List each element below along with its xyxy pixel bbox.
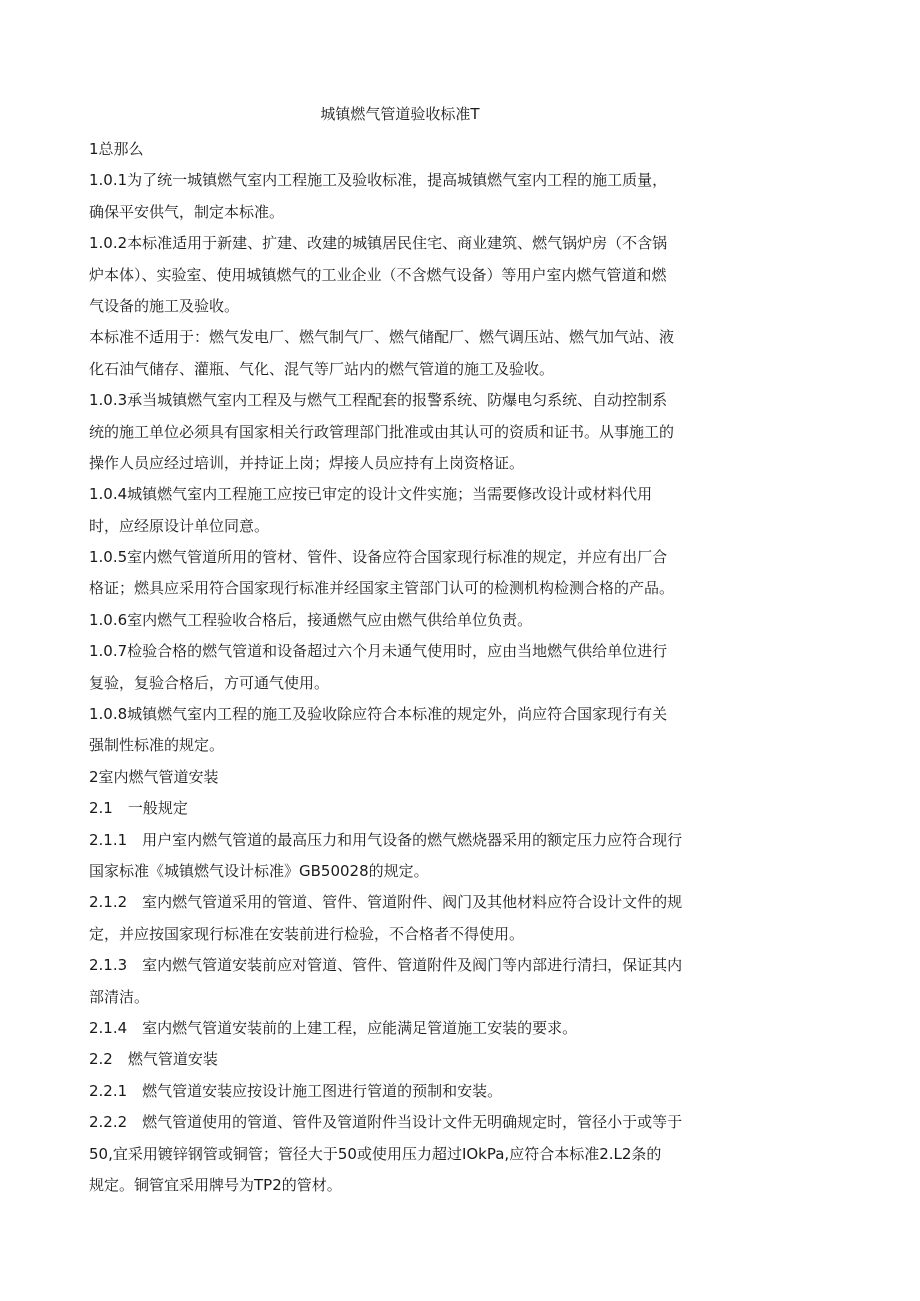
text-line: 2.2.2 燃气管道使用的管道、管件及管道附件当设计文件无明确规定时，管径小于或等于 — [89, 1113, 683, 1132]
text-line: 1.0.4城镇燃气室内工程施工应按已审定的设计文件实施；当需要修改设计或材料代用 — [89, 485, 653, 504]
text-line: 1.0.7检验合格的燃气管道和设备超过六个月未通气使用时，应由当地燃气供给单位进行 — [89, 642, 668, 661]
text-line: 时，应经原设计单位同意。 — [89, 516, 270, 535]
text-line: 国家标准《城镇燃气设计标准》GB50028的规定。 — [89, 861, 429, 880]
text-line: 格证；燃具应采用符合国家现行标准并经国家主管部门认可的检测机构检测合格的产品。 — [89, 579, 675, 598]
text-line: 确保平安供气，制定本标准。 — [89, 202, 285, 221]
text-line: 2.2.1 燃气管道安装应按设计施工图进行管道的预制和安装。 — [89, 1081, 503, 1100]
text-line: 炉本体）、实验室、使用城镇燃气的工业企业（不含燃气设备）等用户室内燃气管道和燃 — [89, 265, 667, 284]
document-title: 城镇燃气管道验收标准T — [320, 105, 480, 123]
text-line: 化石油气储存、灌瓶、气化、混气等厂站内的燃气管道的施工及验收。 — [89, 359, 555, 378]
text-line: 定，并应按国家现行标准在安装前进行检验，不合格者不得使用。 — [89, 924, 525, 943]
document-body — [89, 134, 714, 1201]
text-line: 1.0.3承当城镇燃气室内工程及与燃气工程配套的报警系统、防爆电匀系统、自动控制系 — [89, 391, 668, 410]
text-line: 强制性标准的规定。 — [89, 736, 225, 755]
text-line: 操作人员应经过培训，并持证上岗；焊接人员应持有上岗资格证。 — [89, 453, 525, 472]
text-line: 2.1.3 室内燃气管道安装前应对管道、管件、管道附件及阀门等内部进行清扫，保证其内 — [89, 956, 683, 975]
text-line: 气设备的施工及验收。 — [89, 296, 240, 315]
text-line: 1.0.6室内燃气工程验收合格后，接通燃气应由燃气供给单位负责。 — [89, 610, 533, 629]
text-line: 1.0.5室内燃气管道所用的管材、管件、设备应符合国家现行标准的规定，并应有出厂合 — [89, 548, 668, 567]
text-line: 1.0.1为了统一城镇燃气室内工程施工及验收标准，提高城镇燃气室内工程的施工质量， — [89, 171, 668, 190]
text-line: 2.1.2 室内燃气管道采用的管道、管件、管道附件、阀门及其他材料应符合设计文件的规 — [89, 893, 683, 912]
text-line: 1.0.2本标准适用于新建、扩建、改建的城镇居民住宅、商业建筑、燃气锅炉房（不含锅 — [89, 234, 668, 253]
text-line: 统的施工单位必须具有国家相关行政管理部门批准或由其认可的资质和证书。从事施工的 — [89, 422, 675, 441]
section-heading: 2室内燃气管道安装 — [89, 767, 219, 786]
section-heading: 1总那么 — [89, 140, 144, 158]
text-line: 50,宜采用镀锌钢管或铜管；管径大于50或使用压力超过IOkPa,应符合本标准2.L2条的 — [89, 1144, 662, 1163]
text-line: 规定。铜管宜采用牌号为TP2的管材。 — [89, 1175, 342, 1194]
text-line: 复验，复验合格后，方可通气使用。 — [89, 673, 330, 692]
text-line: 1.0.8城镇燃气室内工程的施工及验收除应符合本标准的规定外，尚应符合国家现行有关 — [89, 705, 668, 724]
text-line: 2.1.4 室内燃气管道安装前的上建工程，应能满足管道施工安装的要求。 — [89, 1018, 578, 1037]
text-line: 部清洁。 — [89, 987, 150, 1006]
subsection-heading: 2.1 一般规定 — [89, 799, 188, 818]
subsection-heading: 2.2 燃气管道安装 — [89, 1050, 218, 1069]
text-line: 本标准不适用于：燃气发电厂、燃气制气厂、燃气储配厂、燃气调压站、燃气加气站、液 — [89, 328, 675, 347]
text-line: 2.1.1 用户室内燃气管道的最高压力和用气设备的燃气燃烧器采用的额定压力应符合现行 — [89, 830, 683, 849]
